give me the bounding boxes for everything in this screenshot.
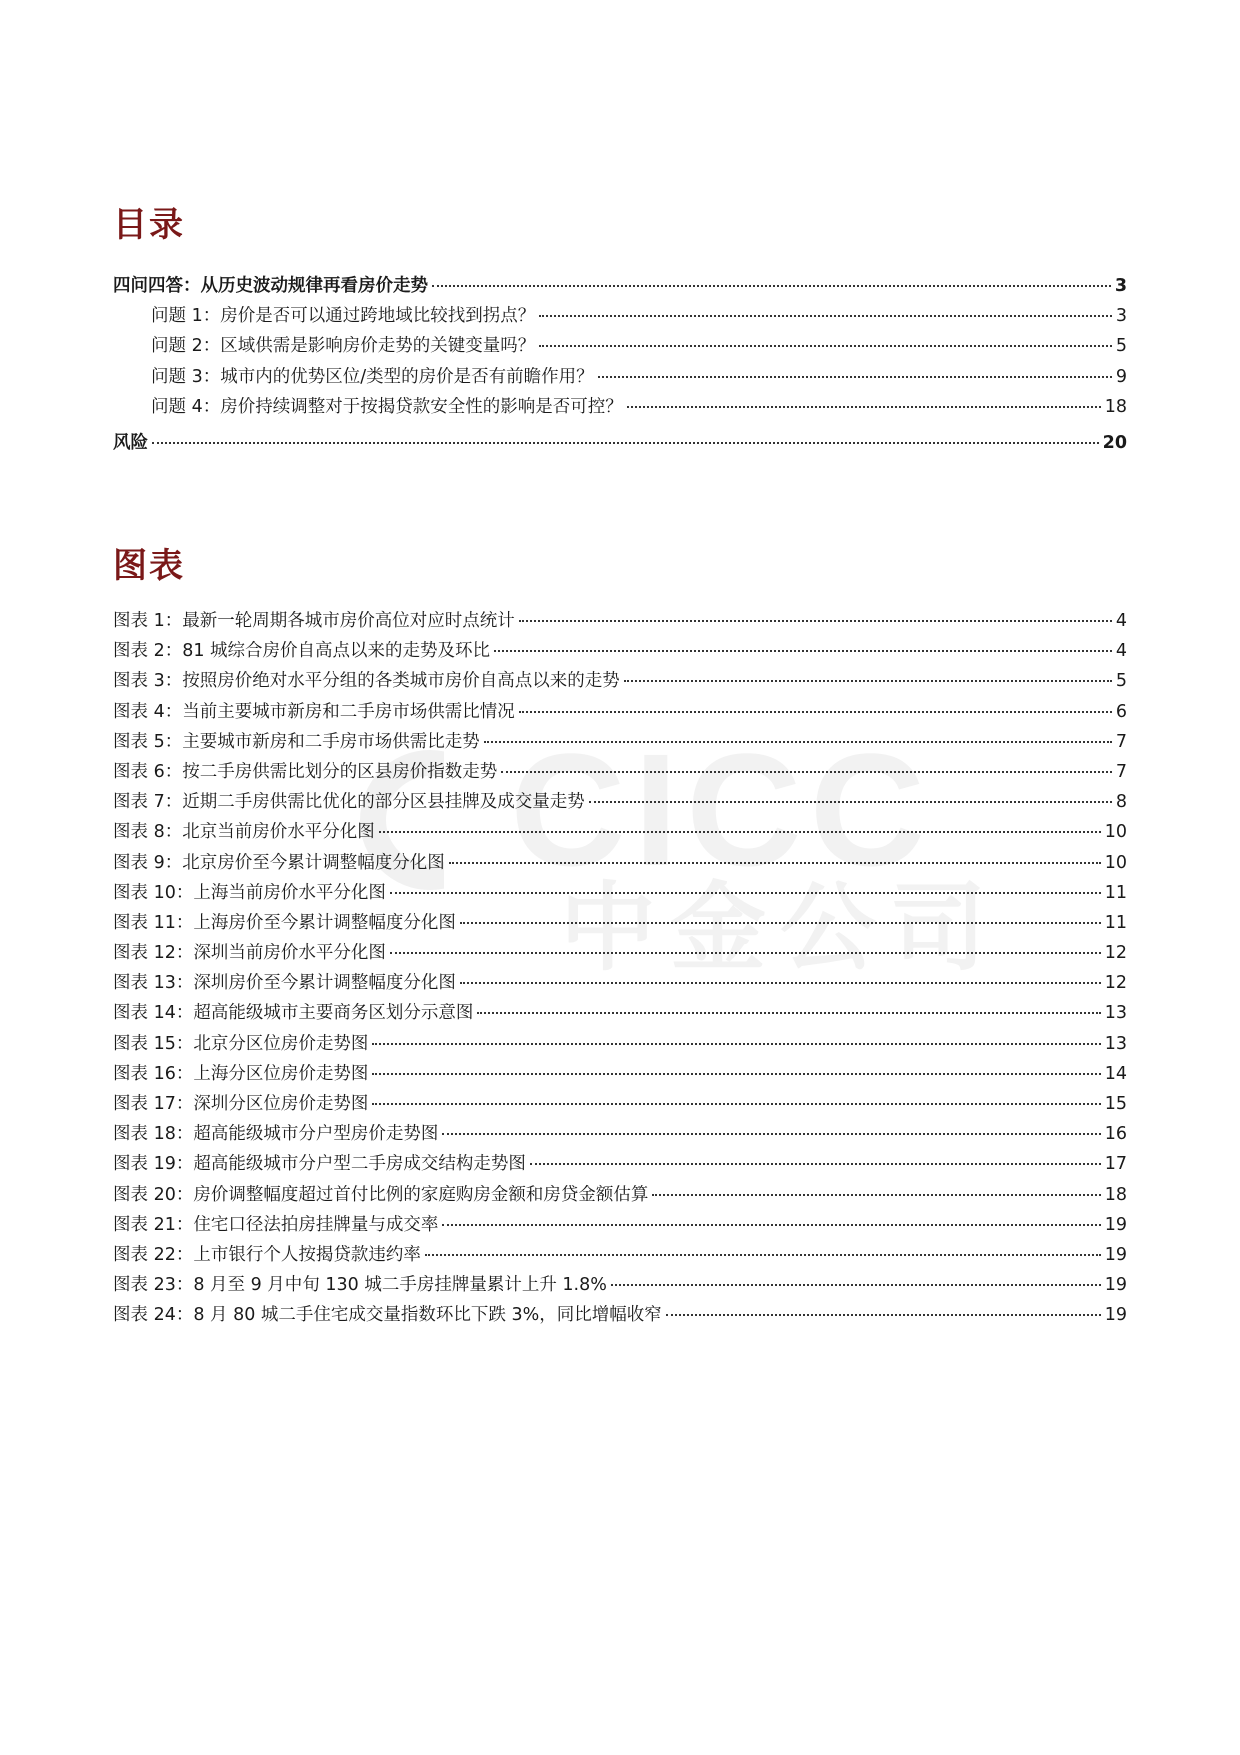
dot-leader xyxy=(425,1253,1101,1256)
figure-entry[interactable] xyxy=(113,606,1127,636)
figure-entry[interactable] xyxy=(113,757,1127,787)
figure-entry-page: 19 xyxy=(1104,1244,1127,1265)
figure-entry[interactable] xyxy=(113,1119,1127,1149)
figure-entry-page: 7 xyxy=(1115,761,1127,782)
figure-entry-label: 图表 14：超高能级城市主要商务区划分示意图 xyxy=(113,1003,474,1024)
figures-heading: 图表 xyxy=(113,546,185,586)
figure-entry-label: 图表 23：8 月至 9 月中旬 130 城二手房挂牌量累计上升 1.8% xyxy=(113,1275,607,1296)
figure-entry-page: 10 xyxy=(1104,852,1127,873)
toc-entry[interactable] xyxy=(113,362,1127,392)
toc-list xyxy=(113,271,1127,458)
figure-entry-label: 图表 1：最新一轮周期各城市房价高位对应时点统计 xyxy=(113,611,515,631)
toc-entry-label: 问题 1：房价是否可以通过跨地域比较找到拐点？ xyxy=(151,306,536,327)
toc-entry-label: 问题 4：房价持续调整对于按揭贷款安全性的影响是否可控？ xyxy=(151,396,623,417)
toc-entry[interactable] xyxy=(113,301,1127,331)
dot-leader xyxy=(477,1011,1100,1014)
figure-entry-page: 19 xyxy=(1104,1275,1127,1296)
figure-entry-page: 8 xyxy=(1115,792,1127,813)
figure-entry-page: 4 xyxy=(1115,611,1127,631)
dot-leader xyxy=(390,951,1101,954)
figure-entry-page: 12 xyxy=(1104,943,1127,964)
figure-entry-label: 图表 4：当前主要城市新房和二手房市场供需比情况 xyxy=(113,701,515,722)
figure-entry-label: 图表 19：超高能级城市分户型二手房成交结构走势图 xyxy=(113,1154,526,1175)
figure-entry-label: 图表 3：按照房价绝对水平分组的各类城市房价自高点以来的走势 xyxy=(113,671,620,692)
figure-entry-page: 10 xyxy=(1104,822,1127,843)
toc-entry-page: 5 xyxy=(1115,336,1127,357)
figure-entry[interactable] xyxy=(113,908,1127,938)
figure-entry-label: 图表 16：上海分区位房价走势图 xyxy=(113,1063,369,1084)
dot-leader xyxy=(589,800,1112,803)
figure-entry[interactable] xyxy=(113,817,1127,847)
dot-leader xyxy=(372,1072,1100,1075)
figure-entry[interactable] xyxy=(113,878,1127,908)
dot-leader xyxy=(539,314,1112,317)
dot-leader xyxy=(519,710,1112,713)
figures-list xyxy=(113,606,1127,1331)
dot-leader xyxy=(530,1162,1101,1165)
toc-entry[interactable] xyxy=(113,271,1127,301)
figure-entry-page: 13 xyxy=(1104,1033,1127,1054)
figure-entry-page: 6 xyxy=(1115,701,1127,722)
dot-leader xyxy=(372,1102,1100,1105)
figure-entry[interactable] xyxy=(113,1300,1127,1330)
figure-entry-label: 图表 5：主要城市新房和二手房市场供需比走势 xyxy=(113,731,480,752)
figure-entry[interactable] xyxy=(113,636,1127,666)
figure-entry[interactable] xyxy=(113,1149,1127,1179)
figure-entry-page: 7 xyxy=(1115,731,1127,752)
figure-entry-label: 图表 22：上市银行个人按揭贷款违约率 xyxy=(113,1244,421,1265)
figure-entry[interactable] xyxy=(113,848,1127,878)
dot-leader xyxy=(460,921,1101,924)
dot-leader xyxy=(372,1042,1100,1045)
dot-leader xyxy=(494,649,1112,652)
figure-entry[interactable] xyxy=(113,968,1127,998)
figure-entry-page: 14 xyxy=(1104,1063,1127,1084)
dot-leader xyxy=(152,441,1099,444)
figure-entry-label: 图表 17：深圳分区位房价走势图 xyxy=(113,1094,369,1114)
figure-entry[interactable] xyxy=(113,1029,1127,1059)
figure-entry-label: 图表 18：超高能级城市分户型房价走势图 xyxy=(113,1124,439,1145)
dot-leader xyxy=(611,1283,1101,1286)
toc-entry[interactable] xyxy=(113,392,1127,422)
figure-entry-page: 15 xyxy=(1104,1094,1127,1114)
dot-leader xyxy=(624,679,1112,682)
dot-leader xyxy=(627,405,1101,408)
dot-leader xyxy=(519,619,1112,622)
figure-entry-label: 图表 21：住宅口径法拍房挂牌量与成交率 xyxy=(113,1214,439,1235)
toc-entry-page: 20 xyxy=(1102,432,1127,453)
dot-leader xyxy=(539,344,1112,347)
figure-entry-page: 11 xyxy=(1104,912,1127,933)
dot-leader xyxy=(460,981,1101,984)
figure-entry[interactable] xyxy=(113,1270,1127,1300)
toc-entry-label: 四问四答：从历史波动规律再看房价走势 xyxy=(113,276,428,296)
toc-entry-label: 风险 xyxy=(113,432,148,453)
figure-entry-label: 图表 2：81 城综合房价自高点以来的走势及环比 xyxy=(113,641,491,662)
figure-entry-label: 图表 20：房价调整幅度超过首付比例的家庭购房金额和房贷金额估算 xyxy=(113,1184,649,1205)
dot-leader xyxy=(652,1193,1100,1196)
figure-entry[interactable] xyxy=(113,697,1127,727)
dot-leader xyxy=(390,891,1101,894)
figure-entry-label: 图表 6：按二手房供需比划分的区县房价指数走势 xyxy=(113,761,498,782)
figure-entry[interactable] xyxy=(113,727,1127,757)
figure-entry-page: 17 xyxy=(1104,1154,1127,1175)
figure-entry-page: 4 xyxy=(1115,641,1127,662)
figure-entry-label: 图表 15：北京分区位房价走势图 xyxy=(113,1033,369,1054)
dot-leader xyxy=(449,861,1101,864)
figure-entry-page: 13 xyxy=(1104,1003,1127,1024)
figure-entry-label: 图表 8：北京当前房价水平分化图 xyxy=(113,822,375,843)
figure-entry[interactable] xyxy=(113,1210,1127,1240)
figure-entry-label: 图表 10：上海当前房价水平分化图 xyxy=(113,882,386,903)
dot-leader xyxy=(501,770,1112,773)
figure-entry-page: 19 xyxy=(1104,1214,1127,1235)
figure-entry-page: 18 xyxy=(1104,1184,1127,1205)
figure-entry-page: 16 xyxy=(1104,1124,1127,1145)
dot-leader xyxy=(484,740,1112,743)
figure-entry-label: 图表 11：上海房价至今累计调整幅度分化图 xyxy=(113,912,456,933)
toc-entry-page: 3 xyxy=(1114,276,1127,296)
figure-entry-page: 11 xyxy=(1104,882,1127,903)
dot-leader xyxy=(379,830,1101,833)
toc-entry[interactable] xyxy=(113,428,1127,458)
figure-entry-label: 图表 7：近期二手房供需比优化的部分区县挂牌及成交量走势 xyxy=(113,792,585,813)
figure-entry-page: 5 xyxy=(1115,671,1127,692)
figure-entry-label: 图表 9：北京房价至今累计调整幅度分化图 xyxy=(113,852,445,873)
dot-leader xyxy=(442,1132,1100,1135)
dot-leader xyxy=(666,1313,1101,1316)
toc-entry-page: 18 xyxy=(1104,396,1127,417)
figure-entry-page: 19 xyxy=(1104,1305,1127,1326)
figure-entry[interactable] xyxy=(113,787,1127,817)
figure-entry[interactable] xyxy=(113,1180,1127,1210)
watermark-en: CICC xyxy=(510,720,934,899)
toc-heading: 目录 xyxy=(113,205,185,245)
dot-leader xyxy=(442,1223,1100,1226)
figure-entry-label: 图表 24：8 月 80 城二手住宅成交量指数环比下跌 3%，同比增幅收窄 xyxy=(113,1305,662,1326)
figure-entry-label: 图表 12：深圳当前房价水平分化图 xyxy=(113,943,386,964)
figure-entry-label: 图表 13：深圳房价至今累计调整幅度分化图 xyxy=(113,973,456,994)
figure-entry[interactable] xyxy=(113,1089,1127,1119)
toc-entry[interactable] xyxy=(113,331,1127,361)
figure-entry[interactable] xyxy=(113,666,1127,696)
toc-entry-label: 问题 3：城市内的优势区位/类型的房价是否有前瞻作用？ xyxy=(151,366,594,387)
toc-entry-page: 3 xyxy=(1115,306,1127,327)
watermark-cn: 中金公司 xyxy=(560,872,1000,984)
figure-entry[interactable] xyxy=(113,1240,1127,1270)
figure-entry[interactable] xyxy=(113,998,1127,1028)
dot-leader xyxy=(598,375,1112,378)
figure-entry-page: 12 xyxy=(1104,973,1127,994)
dot-leader xyxy=(432,284,1111,287)
figure-entry[interactable] xyxy=(113,1059,1127,1089)
toc-entry-label: 问题 2：区域供需是影响房价走势的关键变量吗？ xyxy=(151,336,536,357)
toc-entry-page: 9 xyxy=(1115,366,1127,387)
figure-entry[interactable] xyxy=(113,938,1127,968)
